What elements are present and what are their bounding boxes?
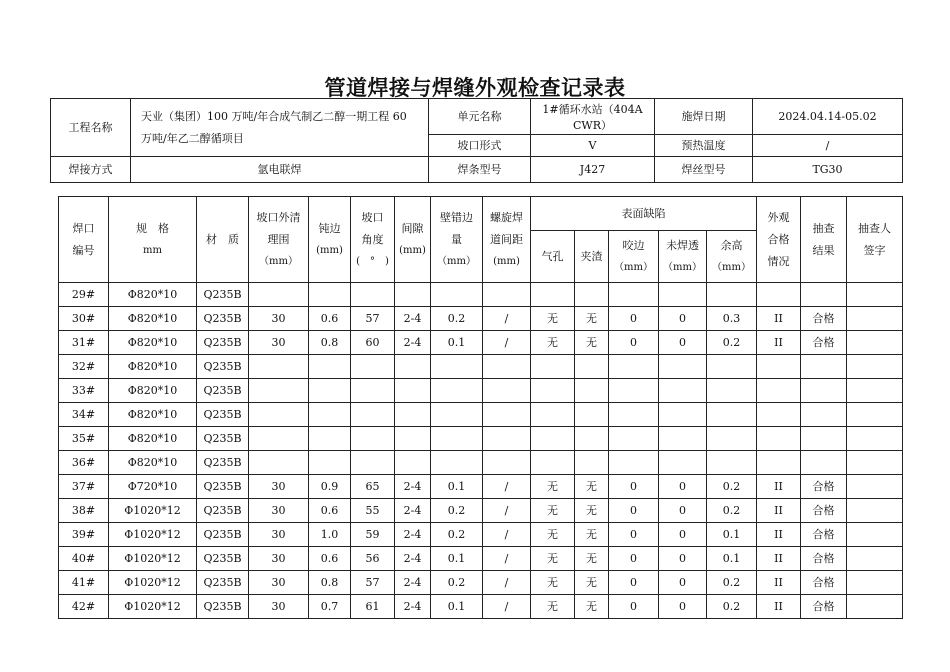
spec-cell: Φ820*10: [109, 331, 197, 355]
undercut-cell: 0: [609, 475, 659, 499]
clean-cell: [249, 403, 309, 427]
inspector-sign-cell: [847, 283, 903, 307]
reinforcement-cell: 0.3: [707, 307, 757, 331]
blunt-cell: 0.9: [309, 475, 351, 499]
porosity-cell: [531, 427, 575, 451]
slag-cell: [575, 451, 609, 475]
table-row: [59, 283, 903, 307]
appearance-cell: II: [757, 475, 801, 499]
undercut-cell: [609, 283, 659, 307]
misalign-cell: [431, 379, 483, 403]
col-spiral-header: 螺旋焊 道间距 (mm): [483, 197, 531, 283]
weld-no-cell: 42#: [59, 595, 109, 619]
slag-cell: 无: [575, 595, 609, 619]
spec-cell: Φ720*10: [109, 475, 197, 499]
col-surface-defects-header: 表面缺陷: [531, 197, 757, 231]
col-weld-no-header: 焊口 编号: [59, 197, 109, 283]
incomplete-cell: [659, 283, 707, 307]
table-row: [59, 547, 903, 571]
misalign-cell: 0.1: [431, 475, 483, 499]
project-name-value: [131, 99, 429, 157]
angle-cell: 60: [351, 331, 395, 355]
spiral-cell: /: [483, 475, 531, 499]
clean-cell: 30: [249, 475, 309, 499]
incomplete-cell: 0: [659, 547, 707, 571]
porosity-cell: 无: [531, 499, 575, 523]
porosity-cell: 无: [531, 331, 575, 355]
unit-name-value: [531, 99, 655, 135]
misalign-cell: 0.1: [431, 547, 483, 571]
sampling-result-cell: [801, 451, 847, 475]
table-row: [59, 427, 903, 451]
blunt-cell: [309, 379, 351, 403]
appearance-cell: II: [757, 307, 801, 331]
spiral-cell: /: [483, 571, 531, 595]
incomplete-cell: 0: [659, 595, 707, 619]
misalign-cell: 0.1: [431, 595, 483, 619]
incomplete-cell: 0: [659, 571, 707, 595]
inspector-sign-cell: [847, 475, 903, 499]
gap-cell: 2-4: [395, 595, 431, 619]
reinforcement-cell: 0.1: [707, 523, 757, 547]
reinforcement-cell: [707, 451, 757, 475]
material-cell: Q235B: [197, 595, 249, 619]
material-cell: Q235B: [197, 355, 249, 379]
weld-no-cell: 36#: [59, 451, 109, 475]
material-cell: Q235B: [197, 379, 249, 403]
groove-type-label: 坡口形式: [429, 135, 531, 157]
misalign-cell: [431, 283, 483, 307]
spiral-cell: [483, 355, 531, 379]
misalign-cell: 0.2: [431, 499, 483, 523]
material-cell: Q235B: [197, 451, 249, 475]
misalign-cell: [431, 427, 483, 451]
spiral-cell: [483, 403, 531, 427]
material-cell: Q235B: [197, 283, 249, 307]
col-angle-header: 坡口 角度 ( ° ): [351, 197, 395, 283]
material-cell: Q235B: [197, 403, 249, 427]
blunt-cell: 0.6: [309, 547, 351, 571]
spec-cell: Φ820*10: [109, 403, 197, 427]
wire-type-label: 焊丝型号: [655, 157, 753, 183]
weld-date-label: 施焊日期: [655, 99, 753, 135]
inspector-sign-cell: [847, 523, 903, 547]
angle-cell: 55: [351, 499, 395, 523]
inspector-sign-cell: [847, 403, 903, 427]
weld-no-cell: 40#: [59, 547, 109, 571]
appearance-cell: II: [757, 595, 801, 619]
incomplete-cell: 0: [659, 331, 707, 355]
spiral-cell: /: [483, 499, 531, 523]
welding-method-label: 焊接方式: [51, 157, 131, 183]
gap-cell: 2-4: [395, 475, 431, 499]
spec-cell: Φ1020*12: [109, 523, 197, 547]
slag-cell: 无: [575, 571, 609, 595]
misalign-cell: 0.2: [431, 307, 483, 331]
angle-cell: [351, 379, 395, 403]
incomplete-cell: [659, 403, 707, 427]
table-row: [59, 355, 903, 379]
misalign-cell: 0.2: [431, 571, 483, 595]
misalign-cell: 0.1: [431, 331, 483, 355]
spec-cell: Φ1020*12: [109, 595, 197, 619]
clean-cell: 30: [249, 523, 309, 547]
gap-cell: [395, 355, 431, 379]
blunt-cell: 0.8: [309, 571, 351, 595]
table-row: [59, 379, 903, 403]
preheat-temp-label: 预热温度: [655, 135, 753, 157]
appearance-cell: [757, 403, 801, 427]
col-undercut-header: 咬边 （mm）: [609, 231, 659, 283]
unit-name-line-2: CWR）: [572, 119, 612, 132]
appearance-cell: II: [757, 571, 801, 595]
spiral-cell: /: [483, 547, 531, 571]
slag-cell: 无: [575, 499, 609, 523]
weld-no-cell: 38#: [59, 499, 109, 523]
appearance-cell: [757, 451, 801, 475]
page-title: 管道焊接与焊缝外观检查记录表: [324, 76, 626, 100]
weld-no-cell: 35#: [59, 427, 109, 451]
weld-no-cell: 39#: [59, 523, 109, 547]
rod-type-label: 焊条型号: [429, 157, 531, 183]
gap-cell: [395, 427, 431, 451]
inspector-sign-cell: [847, 499, 903, 523]
misalign-cell: [431, 355, 483, 379]
blunt-cell: [309, 283, 351, 307]
col-inspector-header: 抽查人 签字: [847, 197, 903, 283]
material-cell: Q235B: [197, 475, 249, 499]
undercut-cell: [609, 451, 659, 475]
project-name-label: 工程名称: [51, 99, 131, 157]
misalign-cell: [431, 451, 483, 475]
incomplete-cell: 0: [659, 475, 707, 499]
sampling-result-cell: [801, 427, 847, 451]
angle-cell: [351, 427, 395, 451]
weld-no-cell: 30#: [59, 307, 109, 331]
clean-cell: [249, 451, 309, 475]
spec-cell: Φ1020*12: [109, 571, 197, 595]
spiral-cell: [483, 451, 531, 475]
incomplete-cell: [659, 355, 707, 379]
spec-cell: Φ820*10: [109, 451, 197, 475]
inspector-sign-cell: [847, 571, 903, 595]
spiral-cell: /: [483, 523, 531, 547]
sampling-result-cell: [801, 355, 847, 379]
project-name-line-1: 天业（集团）100 万吨/年合成气制乙二醇一期工程 60: [141, 109, 407, 123]
reinforcement-cell: 0.2: [707, 595, 757, 619]
inspector-sign-cell: [847, 451, 903, 475]
clean-cell: 30: [249, 307, 309, 331]
weld-no-cell: 34#: [59, 403, 109, 427]
sampling-result-cell: [801, 379, 847, 403]
material-cell: Q235B: [197, 547, 249, 571]
sampling-result-cell: 合格: [801, 595, 847, 619]
undercut-cell: 0: [609, 547, 659, 571]
porosity-cell: [531, 283, 575, 307]
col-incomplete-header: 未焊透 （mm）: [659, 231, 707, 283]
porosity-cell: 无: [531, 307, 575, 331]
porosity-cell: [531, 379, 575, 403]
clean-cell: [249, 379, 309, 403]
inspector-sign-cell: [847, 595, 903, 619]
appearance-cell: II: [757, 499, 801, 523]
blunt-cell: 0.6: [309, 307, 351, 331]
blunt-cell: 0.7: [309, 595, 351, 619]
undercut-cell: 0: [609, 595, 659, 619]
porosity-cell: [531, 451, 575, 475]
angle-cell: 61: [351, 595, 395, 619]
angle-cell: [351, 403, 395, 427]
angle-cell: 59: [351, 523, 395, 547]
weld-no-cell: 32#: [59, 355, 109, 379]
reinforcement-cell: 0.2: [707, 571, 757, 595]
undercut-cell: [609, 427, 659, 451]
clean-cell: [249, 427, 309, 451]
sampling-result-cell: 合格: [801, 571, 847, 595]
gap-cell: [395, 451, 431, 475]
slag-cell: 无: [575, 307, 609, 331]
misalign-cell: [431, 403, 483, 427]
spec-cell: Φ1020*12: [109, 499, 197, 523]
gap-cell: [395, 379, 431, 403]
clean-cell: [249, 283, 309, 307]
inspector-sign-cell: [847, 379, 903, 403]
weld-inspection-table: [58, 196, 903, 619]
gap-cell: [395, 403, 431, 427]
undercut-cell: 0: [609, 571, 659, 595]
undercut-cell: 0: [609, 523, 659, 547]
table-row: [59, 499, 903, 523]
reinforcement-cell: 0.2: [707, 499, 757, 523]
col-material-header: 材 质: [197, 197, 249, 283]
undercut-cell: [609, 403, 659, 427]
porosity-cell: 无: [531, 595, 575, 619]
reinforcement-cell: [707, 283, 757, 307]
blunt-cell: [309, 355, 351, 379]
blunt-cell: 0.8: [309, 331, 351, 355]
table-row: [59, 523, 903, 547]
porosity-cell: 无: [531, 523, 575, 547]
spec-cell: Φ820*10: [109, 379, 197, 403]
spec-cell: Φ820*10: [109, 355, 197, 379]
col-sampling-header: 抽查 结果: [801, 197, 847, 283]
table-row: [59, 475, 903, 499]
porosity-cell: 无: [531, 547, 575, 571]
material-cell: Q235B: [197, 571, 249, 595]
spiral-cell: [483, 379, 531, 403]
gap-cell: 2-4: [395, 331, 431, 355]
welding-method-value: 氩电联焊: [131, 157, 429, 183]
inspector-sign-cell: [847, 355, 903, 379]
table-row: [59, 307, 903, 331]
col-porosity-header: 气孔: [531, 231, 575, 283]
wire-type-value: TG30: [753, 157, 903, 183]
table-row: [59, 331, 903, 355]
inspector-sign-cell: [847, 331, 903, 355]
appearance-cell: [757, 427, 801, 451]
slag-cell: 无: [575, 523, 609, 547]
inspector-sign-cell: [847, 427, 903, 451]
clean-cell: 30: [249, 547, 309, 571]
spiral-cell: /: [483, 331, 531, 355]
gap-cell: [395, 283, 431, 307]
gap-cell: 2-4: [395, 307, 431, 331]
appearance-cell: [757, 283, 801, 307]
unit-name-line-1: 1#循环水站（404A: [542, 103, 643, 116]
spec-cell: Φ820*10: [109, 307, 197, 331]
blunt-cell: [309, 427, 351, 451]
unit-name-label: 单元名称: [429, 99, 531, 135]
spiral-cell: /: [483, 595, 531, 619]
angle-cell: [351, 283, 395, 307]
weld-no-cell: 37#: [59, 475, 109, 499]
blunt-cell: [309, 403, 351, 427]
slag-cell: 无: [575, 331, 609, 355]
appearance-cell: [757, 355, 801, 379]
incomplete-cell: [659, 427, 707, 451]
material-cell: Q235B: [197, 499, 249, 523]
reinforcement-cell: [707, 403, 757, 427]
slag-cell: [575, 403, 609, 427]
blunt-cell: 1.0: [309, 523, 351, 547]
appearance-cell: [757, 379, 801, 403]
angle-cell: 57: [351, 307, 395, 331]
sampling-result-cell: 合格: [801, 307, 847, 331]
appearance-cell: II: [757, 523, 801, 547]
incomplete-cell: 0: [659, 523, 707, 547]
groove-type-value: V: [531, 135, 655, 157]
incomplete-cell: 0: [659, 307, 707, 331]
gap-cell: 2-4: [395, 571, 431, 595]
clean-cell: [249, 355, 309, 379]
slag-cell: 无: [575, 475, 609, 499]
material-cell: Q235B: [197, 307, 249, 331]
weld-date-value: 2024.04.14-05.02: [753, 99, 903, 135]
slag-cell: [575, 283, 609, 307]
reinforcement-cell: [707, 355, 757, 379]
sampling-result-cell: [801, 283, 847, 307]
gap-cell: 2-4: [395, 499, 431, 523]
project-info-table: [50, 98, 903, 183]
undercut-cell: [609, 355, 659, 379]
blunt-cell: 0.6: [309, 499, 351, 523]
reinforcement-cell: 0.2: [707, 331, 757, 355]
undercut-cell: [609, 379, 659, 403]
spiral-cell: /: [483, 307, 531, 331]
slag-cell: [575, 427, 609, 451]
angle-cell: 65: [351, 475, 395, 499]
sampling-result-cell: 合格: [801, 475, 847, 499]
spec-cell: Φ820*10: [109, 427, 197, 451]
porosity-cell: [531, 403, 575, 427]
clean-cell: 30: [249, 499, 309, 523]
porosity-cell: 无: [531, 475, 575, 499]
reinforcement-cell: [707, 427, 757, 451]
weld-no-cell: 29#: [59, 283, 109, 307]
blunt-cell: [309, 451, 351, 475]
table-row: [59, 451, 903, 475]
angle-cell: [351, 451, 395, 475]
table-row: [59, 595, 903, 619]
reinforcement-cell: 0.1: [707, 547, 757, 571]
sampling-result-cell: 合格: [801, 331, 847, 355]
slag-cell: [575, 379, 609, 403]
col-blunt-header: 钝边 (mm): [309, 197, 351, 283]
clean-cell: 30: [249, 331, 309, 355]
col-reinforcement-header: 余高 （mm）: [707, 231, 757, 283]
sampling-result-cell: [801, 403, 847, 427]
clean-cell: 30: [249, 595, 309, 619]
material-cell: Q235B: [197, 331, 249, 355]
spiral-cell: [483, 283, 531, 307]
gap-cell: 2-4: [395, 547, 431, 571]
spec-cell: Φ820*10: [109, 283, 197, 307]
preheat-temp-value: /: [753, 135, 903, 157]
sampling-result-cell: 合格: [801, 547, 847, 571]
sampling-result-cell: 合格: [801, 523, 847, 547]
rod-type-value: J427: [531, 157, 655, 183]
col-spec-header: 规 格 mm: [109, 197, 197, 283]
undercut-cell: 0: [609, 307, 659, 331]
weld-no-cell: 31#: [59, 331, 109, 355]
col-clean-header: 坡口外清 理围 （mm）: [249, 197, 309, 283]
undercut-cell: 0: [609, 331, 659, 355]
incomplete-cell: 0: [659, 499, 707, 523]
porosity-cell: [531, 355, 575, 379]
sampling-result-cell: 合格: [801, 499, 847, 523]
angle-cell: [351, 355, 395, 379]
incomplete-cell: [659, 451, 707, 475]
inspector-sign-cell: [847, 547, 903, 571]
misalign-cell: 0.2: [431, 523, 483, 547]
reinforcement-cell: [707, 379, 757, 403]
weld-no-cell: 41#: [59, 571, 109, 595]
angle-cell: 57: [351, 571, 395, 595]
col-appearance-header: 外观 合格 情况: [757, 197, 801, 283]
material-cell: Q235B: [197, 523, 249, 547]
porosity-cell: 无: [531, 571, 575, 595]
col-gap-header: 间隙 (mm): [395, 197, 431, 283]
incomplete-cell: [659, 379, 707, 403]
table-row: [59, 571, 903, 595]
appearance-cell: II: [757, 331, 801, 355]
table-row: [59, 403, 903, 427]
slag-cell: 无: [575, 547, 609, 571]
inspector-sign-cell: [847, 307, 903, 331]
clean-cell: 30: [249, 571, 309, 595]
appearance-cell: II: [757, 547, 801, 571]
slag-cell: [575, 355, 609, 379]
weld-no-cell: 33#: [59, 379, 109, 403]
col-slag-header: 夹渣: [575, 231, 609, 283]
angle-cell: 56: [351, 547, 395, 571]
col-misalign-header: 壁错边 量 （mm）: [431, 197, 483, 283]
project-name-line-2: 万吨/年乙二醇循项目: [141, 131, 244, 145]
material-cell: Q235B: [197, 427, 249, 451]
reinforcement-cell: 0.2: [707, 475, 757, 499]
gap-cell: 2-4: [395, 523, 431, 547]
undercut-cell: 0: [609, 499, 659, 523]
spec-cell: Φ1020*12: [109, 547, 197, 571]
spiral-cell: [483, 427, 531, 451]
